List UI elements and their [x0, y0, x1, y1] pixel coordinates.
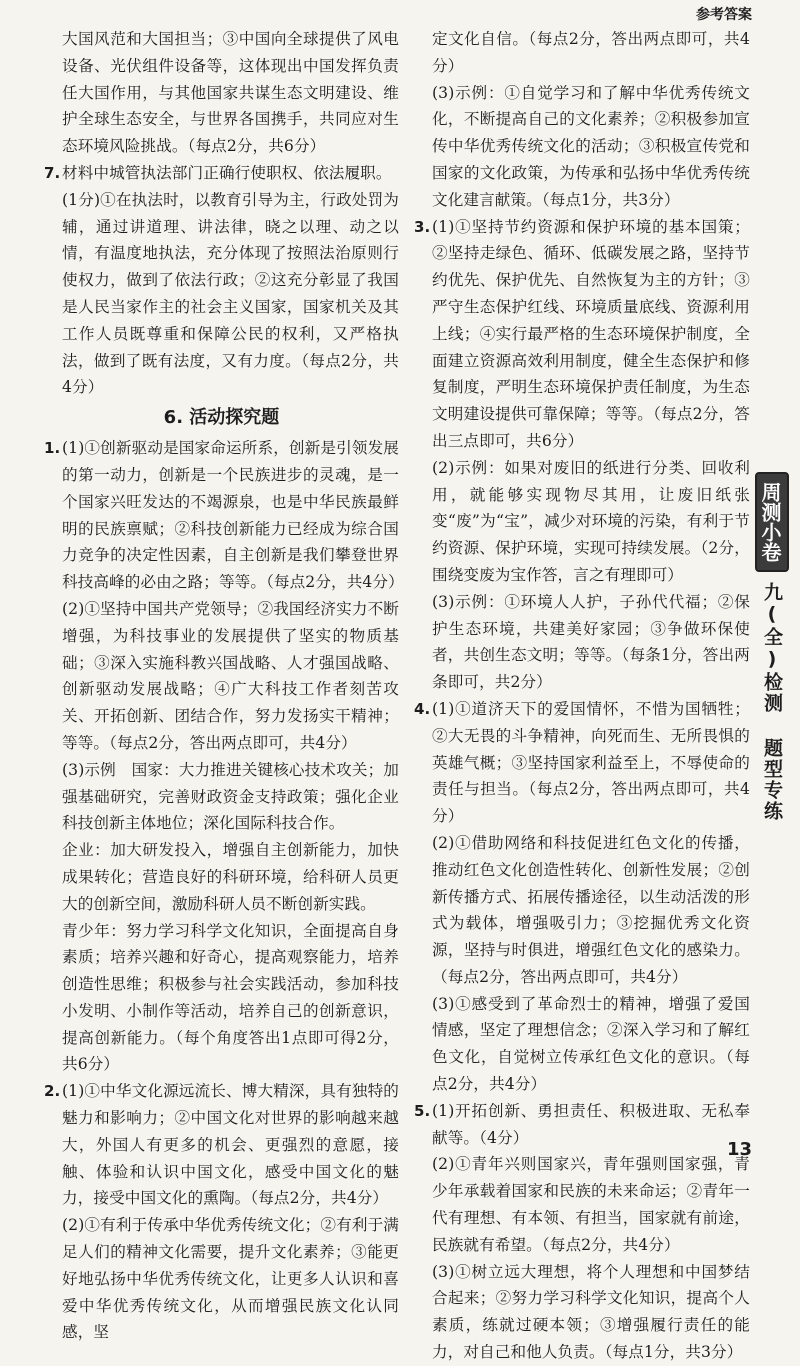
question-3-part-3: (3)示例：①环境人人护，子孙代代福；②保护生态环境，共建美好家园；③争做环保使者，共创生态文明；等等。（每条1分，答出两条即可，共2分） — [432, 592, 750, 692]
question-3-part-2: (2)示例：如果对废旧的纸进行分类、回收利用，就能够实现物尽其用，让废旧纸张变“废”为“宝”，减少对环境的污染，有利于节约资源、保护环境，实现可持续发展。（2分，围绕变废为宝作答，言之有理即可） — [432, 458, 750, 584]
question-4 — [414, 696, 750, 830]
continued-answer: 定文化自信。（每点2分，答出两点即可，共4分） — [432, 30, 750, 75]
question-7-answer: (1分)①在执法时，以教育引导为主，行政处罚为辅，通过讲道理、讲法律，晓之以理、动之以情，有温度地执法，充分体现了按照法治原则行使权力，做到了依法行政；②这充分彰显了我国是人民当家作主的社会主义国家，国家机关及其工作人员既尊重和保障公民的权利，又严格执法，做到了既有法度，又有力度。（每点2分，共4分） — [62, 190, 399, 397]
question-number: 3. — [414, 217, 431, 236]
page-number: 13 — [726, 1139, 752, 1160]
header-title: 参考答案 — [696, 7, 752, 23]
question-1-part-3-nation: (3)示例 国家：大力推进关键核心技术攻关；加强基础研究，完善财政资金支持政策；强化企业科技创新主体地位；深化国际科技合作。 — [62, 760, 399, 833]
question-4-part-2: (2)①借助网络和科技促进红色文化的传播，推动红色文化创造性转化、创新性发展；②创新传播方式、拓展传播途径，以生动活泼的形式为载体，增强吸引力；③挖掘优秀文化资源，坚持与时俱进，增强红色文化的感染力。（每点2分，答出两点即可，共4分） — [432, 833, 750, 986]
question-5-part-3: (3)①树立远大理想，将个人理想和中国梦结合起来；②努力学习科学文化知识，提高个人素质，练就过硬本领；③增强履行责任的能力，对自己和他人负责。（每点1分，共3分） — [432, 1262, 750, 1362]
question-text: 材料中城管执法部门正确行使职权、依法履职。 — [62, 163, 392, 182]
question-2-part-3: (3)示例：①自觉学习和了解中华优秀传统文化，不断提高自己的文化素养；②积极参加宣传中华优秀传统文化的活动；③积极宣传党和国家的文化政策，为传承和弘扬中华优秀传统文化建言献策。（每点1分，共3分） — [432, 83, 750, 209]
question-text: (1)开拓创新、勇担责任、积极进取、无私奉献等。（4分） — [432, 1101, 750, 1147]
side-tab-label: 周测小卷 — [755, 472, 789, 572]
question-number: 5. — [414, 1101, 431, 1120]
question-number: 1. — [44, 439, 61, 458]
question-3 — [414, 214, 750, 455]
question-number: 4. — [414, 699, 431, 718]
left-column — [44, 26, 404, 1346]
question-2-part-2: (2)①有利于传承中华优秀传统文化；②有利于满足人们的精神文化需要，提升文化素养；③能更好地弘扬中华优秀传统文化，让更多人认识和喜爱中华优秀传统文化，从而增强民族文化认同感，坚 — [62, 1216, 399, 1342]
question-7 — [44, 160, 399, 187]
section-title: 6. 活动探究题 — [163, 407, 280, 429]
question-5 — [414, 1098, 750, 1152]
question-1-part-3-youth: 青少年：努力学习科学文化知识，全面提高自身素质；培养兴趣和好奇心，提高观察能力，培养创造性思维；积极参与社会实践活动，参加科技小发明、小制作等活动，培养自己的创新意识，提高创新能力。（每个角度答出1点即可得2分，共6分） — [62, 921, 399, 1074]
question-1-part-2: (2)①坚持中国共产党领导；②我国经济实力不断增强，为科技事业的发展提供了坚实的物质基础；③深入实施科教兴国战略、人才强国战略、创新驱动发展战略；④广大科技工作者刻苦攻关、开拓创新、团结合作，努力发扬实干精神；等等。（每点2分，答出两点即可，共4分） — [62, 599, 399, 752]
question-text: (1)①创新驱动是国家命运所系，创新是引领发展的第一动力，创新是一个民族进步的灵魂，是一个国家兴旺发达的不竭源泉，也是中华民族最鲜明的民族禀赋；②科技创新能力已经成为综合国力竞争的决定性因素，自主创新是我们攀登世界科技高峰的必由之路；等等。（每点2分，共4分） — [62, 439, 404, 592]
side-tab — [754, 472, 790, 822]
question-5-part-2: (2)①青年兴则国家兴，青年强则国家强，青少年承载着国家和民族的未来命运；②青年一代有理想、有本领、有担当，国家就有前途，民族就有希望。（每点2分，共4分） — [432, 1155, 750, 1254]
question-1-part-3-enterprise: 企业：加大研发投入，增强自主创新能力，加快成果转化；营造良好的科研环境，给科研人员更大的创新空间，激励科研人员不断创新实践。 — [62, 841, 399, 913]
side-tab-subtitle: 九(全)检测 题型专练 — [761, 582, 783, 822]
question-4-part-3: (3)①感受到了革命烈士的精神，增强了爱国情感，坚定了理想信念；②深入学习和了解红色文化，自觉树立传承红色文化的意识。（每点2分，共4分） — [432, 994, 750, 1094]
question-2 — [44, 1078, 399, 1212]
question-number: 2. — [44, 1082, 61, 1101]
question-text: (1)①道济天下的爱国情怀，不惜为国牺牲；②大无畏的斗争精神，向死而生、无所畏惧的英雄气概；③坚持国家利益至上，不辱使命的责任与担当。（每点2分，答出两点即可，共4分） — [432, 699, 750, 826]
question-1 — [44, 435, 404, 596]
right-column — [414, 26, 750, 1366]
continued-answer: 大国风范和大国担当；③中国向全球提供了风电设备、光伏组件设备等，这体现出中国发挥负责任大国作用，与其他国家共谋生态文明建设、维护全球生态安全，与世界各国携手，共同应对生态环境风险挑战。（每点2分，共6分） — [62, 30, 399, 156]
question-number: 7. — [44, 163, 61, 182]
question-text: (1)①中华文化源远流长、博大精深，具有独特的魅力和影响力；②中国文化对世界的影响越来越大，外国人有更多的机会、更强烈的意愿，接触、体验和认识中国文化，感受中国文化的魅力，接受中国文化的熏陶。（每点2分，共4分） — [62, 1082, 399, 1208]
question-text: (1)①坚持节约资源和保护环境的基本国策；②坚持走绿色、循环、低碳发展之路，坚持节约优先、保护优先、自然恢复为主的方针；③严守生态保护红线、环境质量底线、资源利用上线；④实行最严格的生态环境保护制度，全面建立资源高效利用制度，健全生态保护和修复制度，严明生态环境保护责任制度，为生态文明建设提供可靠保障；等等。（每点2分，答出三点即可，共6分） — [432, 217, 750, 450]
